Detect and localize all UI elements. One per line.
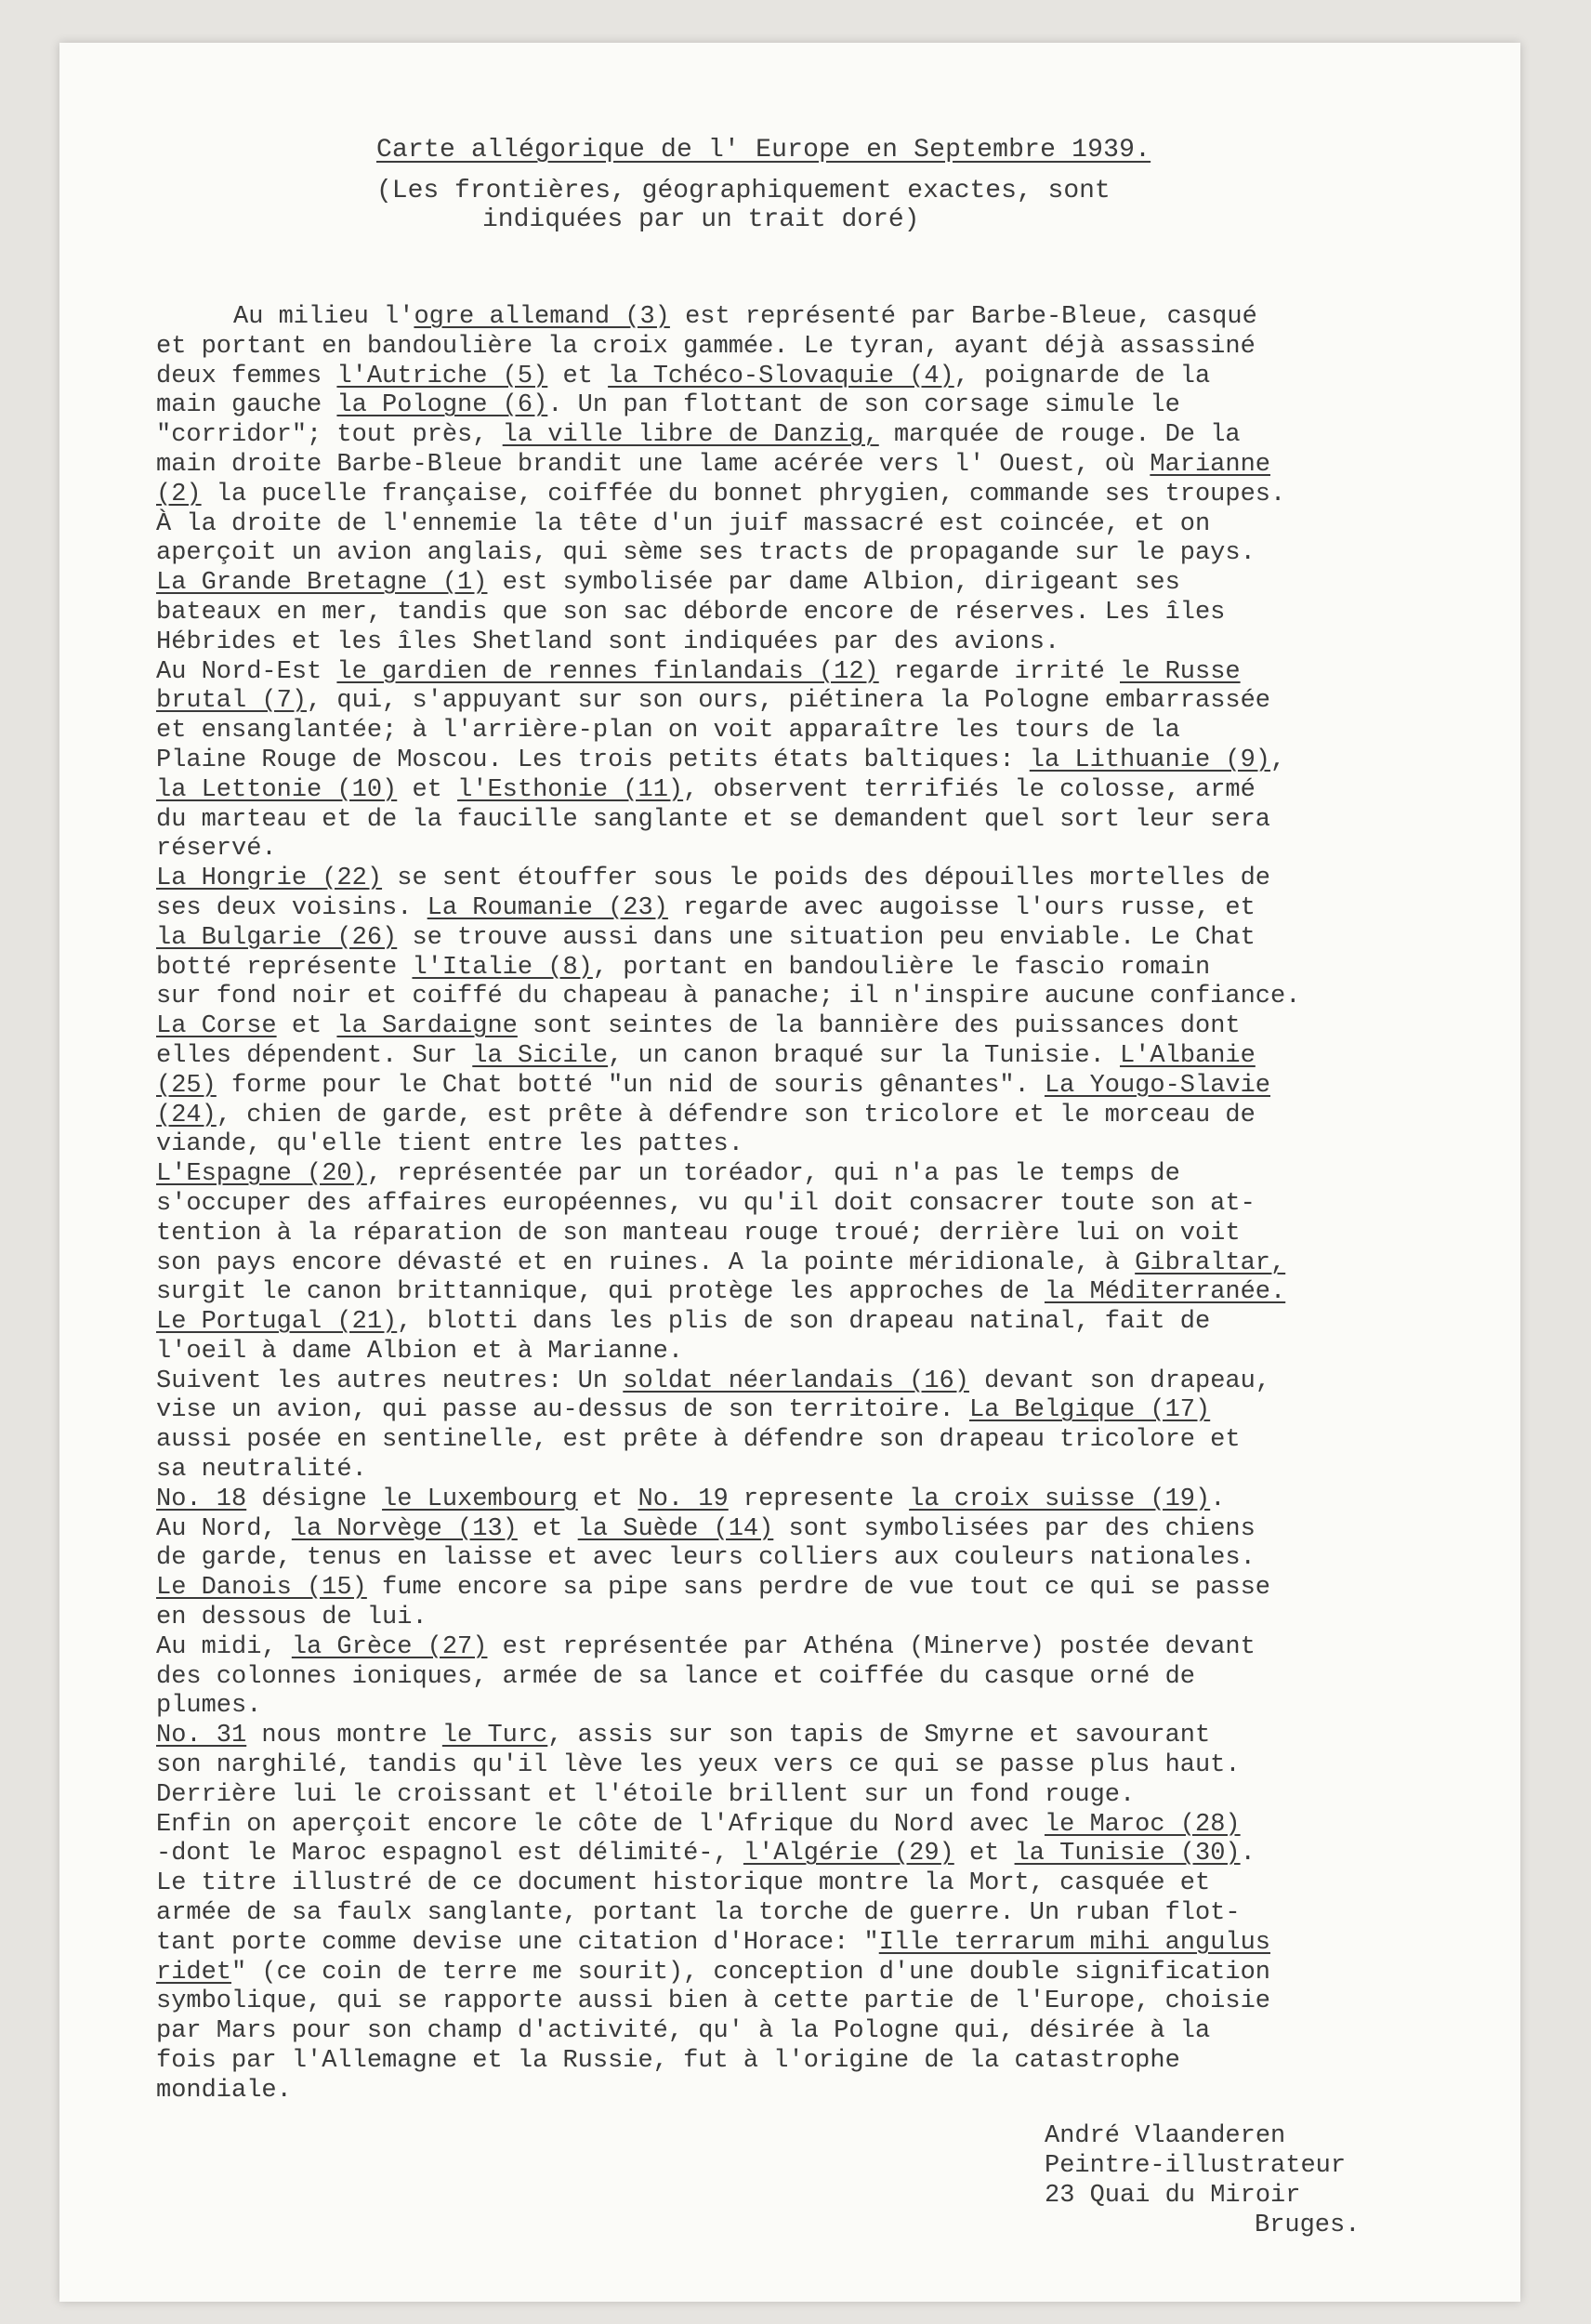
body-line	[156, 746, 1522, 776]
text-segment: est symbolisée par dame Albion, dirigeant ses	[487, 569, 1180, 598]
body-line	[156, 391, 1522, 421]
text-segment: Enfin on aperçoit encore le côte de l'Afrique du Nord avec	[156, 1810, 1045, 1839]
text-segment: et	[397, 775, 458, 804]
underlined-term: la Méditerranée.	[1044, 1278, 1286, 1307]
text-segment: du marteau et de la faucille sanglante et se demandent quel sort leur sera	[156, 805, 1270, 834]
underlined-term: (24)	[156, 1101, 217, 1129]
underlined-term: La Grande Bretagne (1)	[156, 569, 488, 598]
text-segment: main droite Barbe-Bleue brandit une lame acérée vers l' Ouest, où	[156, 450, 1151, 479]
text-segment: symbolique, qui se rapporte aussi bien à cette partie de l'Europe, choisie	[156, 1987, 1270, 2016]
body-line	[156, 569, 1522, 599]
underlined-term: l'Algérie (29)	[743, 1840, 954, 1868]
text-segment: , blotti dans les plis de son drapeau natinal, fait de	[397, 1308, 1211, 1337]
underlined-term: la Lithuanie (9)	[1029, 746, 1271, 774]
body-line	[156, 1604, 1522, 1633]
text-segment: sont seintes de la bannière des puissances dont	[517, 1012, 1241, 1041]
text-segment: et	[547, 362, 609, 390]
text-segment: par Mars pour son champ d'activité, qu' à la Pologne qui, désirée à la	[156, 2017, 1211, 2046]
subtitle-line-2: indiquées par un trait doré)	[482, 205, 920, 234]
body-line	[156, 1751, 1522, 1781]
text-segment: , un canon braqué sur la Tunisie.	[608, 1041, 1120, 1070]
text-segment: armée de sa faulx sanglante, portant la torche de guerre. Un ruban flot-	[156, 1899, 1241, 1928]
body-line	[156, 481, 1522, 510]
body-line	[156, 2077, 1522, 2106]
text-segment: .	[1240, 1840, 1256, 1868]
body-line	[156, 1367, 1522, 1397]
body-line	[156, 1869, 1522, 1899]
body-line	[156, 894, 1522, 924]
body-line	[156, 865, 1522, 894]
text-segment: , observent terrifiés le colosse, armé	[683, 775, 1256, 804]
body-line	[156, 1456, 1522, 1486]
body-line	[156, 1308, 1522, 1338]
text-segment: et portant en bandoulière la croix gammée. Le tyran, ayant déjà assassiné	[156, 332, 1256, 361]
underlined-term: La Corse	[156, 1012, 277, 1041]
signature-address: 23 Quai du Miroir	[1045, 2182, 1301, 2210]
body-line	[156, 1899, 1522, 1929]
text-segment: et ensanglantée; à l'arrière-plan on voit apparaître les tours de la	[156, 717, 1180, 746]
body-line	[156, 1663, 1522, 1693]
text-segment: se trouve aussi dans une situation peu enviable. Le Chat	[397, 923, 1256, 952]
text-segment: , qui, s'appuyant sur son ours, piétinera la Pologne embarrassée	[307, 687, 1270, 716]
underlined-term: Le Danois (15)	[156, 1574, 367, 1603]
text-segment: est représenté par Barbe-Bleue, casqué	[669, 303, 1257, 331]
body-line	[156, 835, 1522, 865]
underlined-term: l'Esthonie (11)	[457, 775, 684, 804]
text-segment: fume encore sa pipe sans perdre de vue tout ce qui se passe	[366, 1574, 1271, 1603]
text-segment: tant porte comme devise une citation d'Horace: "	[156, 1928, 879, 1957]
text-segment: s'occuper des affaires européennes, vu qu'il doit consacrer toute son at-	[156, 1189, 1256, 1218]
text-segment: et	[276, 1012, 337, 1041]
text-segment: Hébrides et les îles Shetland sont indiquées par des avions.	[156, 627, 1060, 656]
text-segment: plumes.	[156, 1692, 262, 1721]
body-line	[156, 1515, 1522, 1545]
body-line	[156, 363, 1522, 392]
underlined-term: le Turc	[441, 1722, 548, 1750]
text-segment: botté représente	[156, 953, 413, 982]
underlined-term: l'Autriche (5)	[336, 362, 548, 390]
text-segment: , assis sur son tapis de Smyrne et savourant	[547, 1722, 1211, 1750]
body-line	[156, 599, 1522, 628]
body-line	[156, 1544, 1522, 1574]
text-segment: et	[577, 1485, 638, 1513]
body-line	[156, 1633, 1522, 1663]
body-line	[156, 1929, 1522, 1959]
underlined-term: (25)	[156, 1071, 217, 1100]
underlined-term: L'Albanie	[1119, 1041, 1256, 1070]
text-segment: désigne	[246, 1485, 383, 1513]
text-segment: Au Nord-Est	[156, 657, 337, 686]
text-segment: forme pour le Chat botté "un nid de souris gênantes".	[216, 1071, 1045, 1100]
signature-city: Bruges.	[1255, 2212, 1361, 2239]
body-line	[156, 776, 1522, 806]
text-segment: nous montre	[246, 1722, 442, 1750]
body-line	[156, 1160, 1522, 1190]
body-line	[156, 1072, 1522, 1102]
underlined-term: soldat néerlandais (16)	[623, 1367, 969, 1395]
body-line	[156, 1396, 1522, 1426]
document-subtitle	[376, 177, 1306, 234]
body-line	[156, 1987, 1522, 2017]
text-segment: Le titre illustré de ce document historique montre la Mort, casquée et	[156, 1869, 1211, 1898]
underlined-term: Ille terrarum mihi angulus	[878, 1928, 1271, 1957]
text-segment: mondiale.	[156, 2076, 292, 2105]
text-segment: , poignarde de la	[953, 362, 1211, 390]
underlined-term: No. 19	[638, 1485, 729, 1513]
text-segment: tention à la réparation de son manteau rouge troué; derrière lui on voit	[156, 1219, 1241, 1248]
body-line	[156, 1249, 1522, 1279]
body-line	[156, 1220, 1522, 1249]
text-segment: ,	[1270, 746, 1286, 774]
text-segment: elles dépendent. Sur	[156, 1041, 473, 1070]
body-line	[156, 1426, 1522, 1456]
body-line	[156, 1042, 1522, 1072]
underlined-term: la Lettonie (10)	[156, 775, 398, 804]
body-line	[156, 2017, 1522, 2047]
subtitle-line-1: (Les frontières, géographiquement exactes, sont	[376, 177, 1111, 205]
text-segment: de garde, tenus en laisse et avec leurs colliers aux couleurs nationales.	[156, 1544, 1256, 1573]
text-segment: bateaux en mer, tandis que son sac déborde encore de réserves. Les îles	[156, 598, 1226, 627]
text-segment: Au midi,	[156, 1632, 292, 1661]
text-segment: . Un pan flottant de son corsage simule le	[547, 391, 1180, 420]
body-line	[156, 628, 1522, 658]
body-line	[156, 1012, 1522, 1042]
text-segment: , représentée par un toréador, qui n'a pas le temps de	[366, 1160, 1180, 1189]
underlined-term: le Luxembourg	[382, 1485, 578, 1513]
underlined-term: ridet	[156, 1958, 232, 1987]
underlined-term: la Tchéco-Slovaquie (4)	[608, 362, 954, 390]
text-segment: sont symbolisées par des chiens	[773, 1514, 1256, 1543]
body-line	[156, 510, 1522, 540]
underlined-term: l'Italie (8)	[412, 953, 593, 982]
underlined-term: la Pologne (6)	[336, 391, 548, 420]
text-segment: Plaine Rouge de Moscou. Les trois petits états baltiques:	[156, 746, 1030, 774]
underlined-term: Marianne	[1150, 450, 1270, 479]
underlined-term: La Hongrie (22)	[156, 865, 383, 893]
text-segment: regarde avec augoisse l'ours russe, et	[667, 893, 1256, 922]
underlined-term: brutal (7)	[156, 687, 308, 716]
body-line	[156, 1840, 1522, 1869]
body-line	[156, 658, 1522, 688]
body-line	[156, 924, 1522, 954]
text-segment: Au Nord,	[156, 1514, 292, 1543]
body-line	[156, 806, 1522, 836]
text-segment: son narghilé, tandis qu'il lève les yeux vers ce qui se passe plus haut.	[156, 1751, 1241, 1780]
text-segment: .	[1210, 1485, 1226, 1513]
underlined-term: la Bulgarie (26)	[156, 923, 398, 952]
paper-sheet	[59, 43, 1520, 2302]
body-line	[156, 421, 1522, 451]
body-line	[156, 687, 1522, 717]
text-segment: regarde irrité	[878, 657, 1120, 686]
text-segment: est représentée par Athéna (Minerve) postée devant	[487, 1632, 1256, 1661]
body-line	[156, 1959, 1522, 1988]
text-segment: main gauche	[156, 391, 337, 420]
text-segment: des colonnes ioniques, armée de sa lance et coiffée du casque orné de	[156, 1662, 1195, 1691]
text-segment: se sent étouffer sous le poids des dépouilles mortelles de	[382, 865, 1271, 893]
signature-name: André Vlaanderen	[1045, 2122, 1286, 2150]
text-segment: À la droite de l'ennemie la tête d'un juif massacré est coincée, et on	[156, 509, 1211, 538]
body-line	[156, 1190, 1522, 1220]
underlined-term: ogre allemand (3)	[414, 303, 670, 331]
underlined-term: La Yougo-Slavie	[1044, 1071, 1271, 1100]
underlined-term: la Sardaigne	[336, 1012, 518, 1041]
body-line	[156, 539, 1522, 569]
text-segment: surgit le canon brittannique, qui protège les approches de	[156, 1278, 1045, 1307]
underlined-term: la Norvège (13)	[291, 1514, 518, 1543]
signature-profession: Peintre-illustrateur	[1045, 2152, 1347, 2180]
body-line	[156, 1338, 1522, 1367]
body-line	[156, 717, 1522, 746]
text-segment: viande, qu'elle tient entre les pattes.	[156, 1130, 743, 1159]
text-segment: Derrière lui le croissant et l'étoile brillent sur un fond rouge.	[156, 1780, 1136, 1809]
body-line	[156, 1811, 1522, 1841]
text-segment: deux femmes	[156, 362, 337, 390]
underlined-term: la Grèce (27)	[291, 1632, 488, 1661]
text-segment: et	[517, 1514, 578, 1543]
text-segment: Suivent les autres neutres: Un	[156, 1367, 624, 1395]
underlined-term: L'Espagne (20)	[156, 1160, 367, 1189]
body-line	[156, 1278, 1522, 1308]
document-title: Carte allégorique de l' Europe en Septembre 1939.	[376, 136, 1151, 165]
body-line	[156, 333, 1522, 363]
text-segment: sa neutralité.	[156, 1456, 367, 1485]
body-line	[156, 1722, 1522, 1751]
signature-block	[1045, 2121, 1509, 2240]
body-line	[156, 451, 1522, 481]
underlined-term: La Belgique (17)	[968, 1396, 1211, 1425]
underlined-term: la Tunisie (30)	[1014, 1840, 1241, 1868]
underlined-term: Gibraltar,	[1135, 1248, 1286, 1277]
body-line	[156, 1130, 1522, 1160]
underlined-term: No. 31	[156, 1722, 247, 1750]
underlined-term: (2)	[156, 480, 202, 508]
body-text	[156, 303, 1522, 2106]
text-segment: sur fond noir et coiffé du chapeau à panache; il n'inspire aucune confiance.	[156, 983, 1301, 1011]
body-line	[156, 1692, 1522, 1722]
text-segment: la pucelle française, coiffée du bonnet phrygien, commande ses troupes.	[201, 480, 1286, 508]
text-segment: " (ce coin de terre me sourit), conception d'une double signification	[231, 1958, 1270, 1987]
text-segment: represente	[728, 1485, 910, 1513]
underlined-term: la croix suisse (19)	[909, 1485, 1211, 1513]
text-segment: "corridor"; tout près,	[156, 421, 503, 450]
text-segment: , chien de garde, est prête à défendre son tricolore et le morceau de	[216, 1101, 1256, 1129]
text-segment: et	[953, 1840, 1015, 1868]
text-segment: fois par l'Allemagne et la Russie, fut à l'origine de la catastrophe	[156, 2047, 1180, 2076]
text-segment: son pays encore dévasté et en ruines. A la pointe méridionale, à	[156, 1248, 1136, 1277]
text-segment: -dont le Maroc espagnol est délimité-,	[156, 1840, 743, 1868]
underlined-term: No. 18	[156, 1485, 247, 1513]
text-segment: , portant en bandoulière le fascio romain	[592, 953, 1211, 982]
body-line	[156, 1781, 1522, 1811]
body-line	[156, 303, 1522, 333]
text-segment: aperçoit un avion anglais, qui sème ses tracts de propagande sur le pays.	[156, 539, 1256, 568]
text-segment: aussi posée en sentinelle, est prête à défendre son drapeau tricolore et	[156, 1426, 1241, 1455]
body-line	[156, 2047, 1522, 2077]
text-segment: réservé.	[156, 835, 277, 864]
text-segment: ses deux voisins.	[156, 893, 427, 922]
body-line	[156, 1486, 1522, 1515]
body-line	[156, 1574, 1522, 1604]
body-line	[156, 954, 1522, 984]
text-segment: Au milieu l'	[233, 303, 414, 331]
text-segment: l'oeil à dame Albion et à Marianne.	[156, 1337, 684, 1366]
underlined-term: le Maroc (28)	[1044, 1810, 1241, 1839]
body-line	[156, 1102, 1522, 1131]
text-segment: marquée de rouge. De la	[878, 421, 1241, 450]
underlined-term: le Russe	[1119, 657, 1241, 686]
underlined-term: Le Portugal (21)	[156, 1308, 398, 1337]
text-segment: en dessous de lui.	[156, 1604, 427, 1632]
underlined-term: la Sicile	[472, 1041, 609, 1070]
underlined-term: le gardien de rennes finlandais (12)	[336, 657, 879, 686]
text-segment: devant son drapeau,	[968, 1367, 1271, 1395]
underlined-term: La Roumanie (23)	[427, 893, 668, 922]
underlined-term: la Suède (14)	[577, 1514, 774, 1543]
body-line	[156, 983, 1522, 1012]
underlined-term: la ville libre de Danzig,	[502, 421, 879, 450]
text-segment: vise un avion, qui passe au-dessus de son territoire.	[156, 1396, 969, 1425]
